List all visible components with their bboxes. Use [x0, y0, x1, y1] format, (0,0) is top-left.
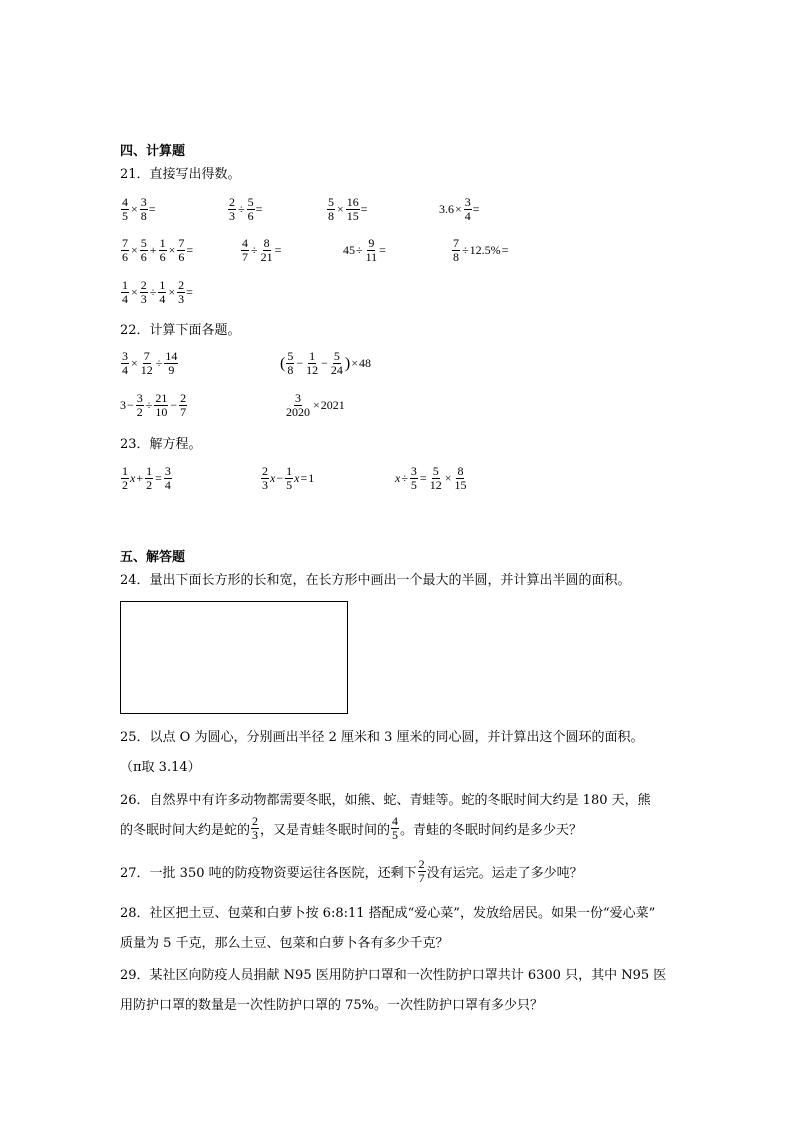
section-heading-calculation: 四、计算题: [120, 144, 186, 159]
q21-expr-9: $\frac{1}{4}$ × $\frac{2}{3}$ ÷ $\frac{1}{4}$ × $\frac{2}{3}$ =: [122, 278, 193, 306]
q25-line-2: （π取 3.14）: [120, 760, 201, 775]
q21-expr-1: $\frac{4}{5}$ × $\frac{3}{8}$ =: [122, 195, 156, 223]
q21-expr-3: $\frac{5}{8}$ × $\frac{16}{15}$ =: [328, 195, 368, 223]
section-heading-word-problems: 五、解答题: [120, 550, 186, 565]
q23-equation-2: $\frac{2}{3}$ x − $\frac{1}{5}$ x = 1: [262, 464, 315, 492]
q22-expr-1: $\frac{3}{4}$ × $\frac{7}{12}$ ÷ $\frac{14}{9}$: [122, 349, 178, 377]
q29-line-2: 用防护口罩的数量是一次性防护口罩的 75%。一次性防护口罩有多少只？: [120, 998, 544, 1013]
q22-title: 22．计算下面各题。: [120, 323, 241, 338]
q21-expr-5: $\frac{7}{6}$ × $\frac{5}{6}$ + $\frac{1}{6}$ × $\frac{7}{6}$ =: [122, 236, 194, 264]
q21-expr-8: $\frac{7}{8}$ ÷ 12.5% =: [453, 236, 509, 264]
q23-equation-3: x ÷ $\frac{3}{5}$ = $\frac{5}{12}$ × $\frac{8}{15}$: [395, 464, 467, 492]
q22-expr-3: 3 − $\frac{3}{2}$ ÷ $\frac{21}{10}$ − $\frac{2}{7}$: [120, 391, 187, 419]
q22-expr-2: ( $\frac{5}{8}$ − $\frac{1}{12}$ − $\frac{5}{24}$ ) × 48: [280, 349, 371, 377]
q28-line-2: 质量为 5 千克，那么土豆、包菜和白萝卜各有多少千克？: [120, 936, 449, 951]
q21-title: 21．直接写出得数。: [120, 167, 241, 182]
q24-rectangle: [120, 601, 348, 714]
q25-line-1: 25．以点 O 为圆心，分别画出半径 2 厘米和 3 厘米的同心圆，并计算出这个圆环的面积。: [120, 730, 644, 745]
q26-line-1: 26．自然界中有许多动物都需要冬眠，如熊、蛇、青蛙等。蛇的冬眠时间大约是 180 天，熊: [120, 793, 651, 808]
q21-expr-2: $\frac{2}{3}$ ÷ $\frac{5}{6}$ =: [229, 195, 263, 223]
q22-expr-4: $\frac{3}{2020}$ × 2021: [286, 391, 345, 419]
q21-expr-6: $\frac{4}{7}$ ÷ $\frac{8}{21}$ =: [242, 236, 282, 264]
q21-expr-4: 3.6 × $\frac{3}{4}$ =: [439, 195, 480, 223]
q26-line-2: 的冬眠时间大约是蛇的 $\frac{2}{3}$ ，又是青蛙冬眠时间的 $\frac{4}{5}$ 。青蛙的冬眠时间约是多少天？: [120, 814, 583, 842]
q21-expr-7: 45 ÷ $\frac{9}{11}$ =: [343, 236, 386, 264]
q23-title: 23．解方程。: [120, 437, 202, 452]
q24-text: 24．量出下面长方形的长和宽，在长方形中画出一个最大的半圆，并计算出半圆的面积。: [120, 573, 631, 588]
q23-equation-1: $\frac{1}{2}$ x + $\frac{1}{2}$ = $\frac{3}{4}$: [122, 464, 171, 492]
q29-line-1: 29．某社区向防疫人员捐献 N95 医用防护口罩和一次性防护口罩共计 6300 只，其中 N95 医: [120, 968, 667, 983]
q28-line-1: 28．社区把土豆、包菜和白萝卜按 6:8:11 搭配成“爱心菜”，发放给居民。如果一份“爱心菜”: [120, 906, 656, 921]
q27-text: 27．一批 350 吨的防疫物资要运往各医院，还剩下 $\frac{2}{7}$ 没有运完。运走了多少吨？: [120, 857, 583, 885]
